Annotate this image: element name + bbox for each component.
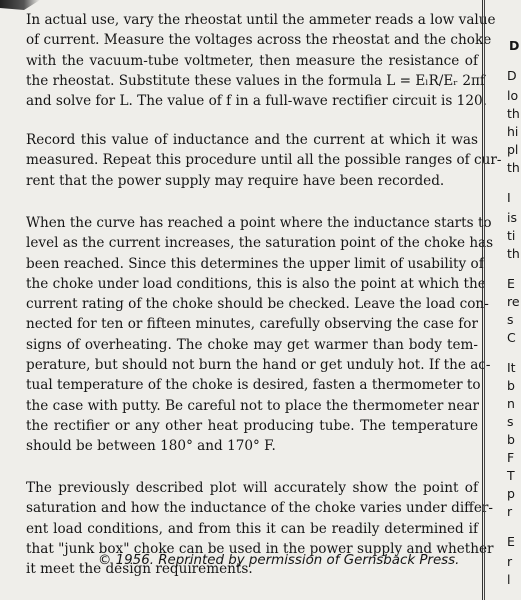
- text-line: that "junk box" choke can be used in the power supply and whether: [26, 540, 494, 557]
- fragment: pl: [507, 142, 519, 157]
- text-line: level as the current increases, the saturation point of the choke has: [26, 235, 494, 252]
- fragment: th: [507, 246, 520, 261]
- text-line: tual temperature of the choke is desired, fasten a thermometer to: [26, 377, 481, 394]
- article-column: [10, 0, 502, 600]
- text-line: signs of overheating. The choke may get warmer than body tem-: [26, 336, 478, 353]
- fragment: is: [507, 210, 517, 225]
- text-line: perature, but should not burn the hand or get unduly hot. If the ac-: [26, 357, 491, 374]
- fragment: It: [507, 360, 516, 375]
- fragment: D: [507, 68, 517, 83]
- fragment: r: [507, 554, 513, 569]
- copyright-credit: © 1956. Reprinted by permission of Gernsback Press.: [98, 553, 460, 568]
- fragment: l: [507, 572, 511, 587]
- text-line: In actual use, vary the rheostat until the ammeter reads a low value: [26, 12, 496, 28]
- text-line: the rectifier or any other heat producing tube. The temperature: [26, 417, 478, 434]
- text-line: with the vacuum-tube voltmeter, then measure the resistance of: [26, 52, 478, 69]
- text-line: should be between 180° and 170° F.: [26, 438, 276, 455]
- text-line: of current. Measure the voltages across the rheostat and the choke: [26, 32, 492, 49]
- text-line: saturation and how the inductance of the choke varies under differ-: [26, 500, 493, 517]
- text-line: it meet the design requirements.: [26, 561, 253, 578]
- paragraph-record: [26, 130, 502, 191]
- text-line: measured. Repeat this procedure until all the possible ranges of cur-: [26, 152, 502, 169]
- adjacent-column-edge: [484, 0, 521, 600]
- paragraph-procedure: [26, 10, 496, 111]
- text-line: the case with putty. Be careful not to place the thermometer near: [26, 397, 480, 414]
- text-line: When the curve has reached a point where the inductance starts to: [26, 215, 492, 231]
- text-line-formula: the rheostat. Substitute these values in the formula L = EₗR/Eᵣ 2πf: [26, 72, 485, 89]
- fragment: hi: [507, 124, 519, 139]
- paragraph-saturation: [26, 213, 494, 457]
- fragment: th: [507, 106, 520, 121]
- text-line: the choke under load conditions, this is also the point at which the: [26, 275, 486, 292]
- text-line: been reached. Since this determines the upper limit of usability of: [26, 255, 484, 272]
- fragment: p: [507, 486, 515, 501]
- fragment: s: [507, 312, 514, 327]
- fragment: E: [507, 276, 515, 291]
- text-line: nected for ten or fifteen minutes, carefully observing the case for: [26, 316, 478, 333]
- fragment: C: [507, 330, 516, 345]
- fragment: I: [507, 190, 511, 205]
- text-line: rent that the power supply may require have been recorded.: [26, 172, 445, 189]
- fragment: r: [507, 504, 513, 519]
- fragment: b: [507, 432, 515, 447]
- text-line: ent load conditions, and from this it can be readily determined if: [26, 520, 478, 537]
- text-line: The previously described plot will accurately show the point of: [26, 480, 478, 496]
- fragment: n: [507, 396, 515, 411]
- text-line: current rating of the choke should be checked. Leave the load con-: [26, 296, 489, 313]
- text-line: and solve for L. The value of f in a full-wave rectifier circuit is 120.: [26, 93, 487, 110]
- fragment: ti: [507, 228, 516, 243]
- fragment: s: [507, 414, 514, 429]
- fragment: th: [507, 160, 520, 175]
- fragment: D: [509, 38, 520, 53]
- fragment: re: [507, 294, 520, 309]
- text-line: Record this value of inductance and the current at which it was: [26, 132, 478, 148]
- fragment: T: [507, 468, 515, 483]
- fragment: F: [507, 450, 515, 465]
- fragment: b: [507, 378, 515, 393]
- fragment: E: [507, 534, 515, 549]
- fragment: lo: [507, 88, 519, 103]
